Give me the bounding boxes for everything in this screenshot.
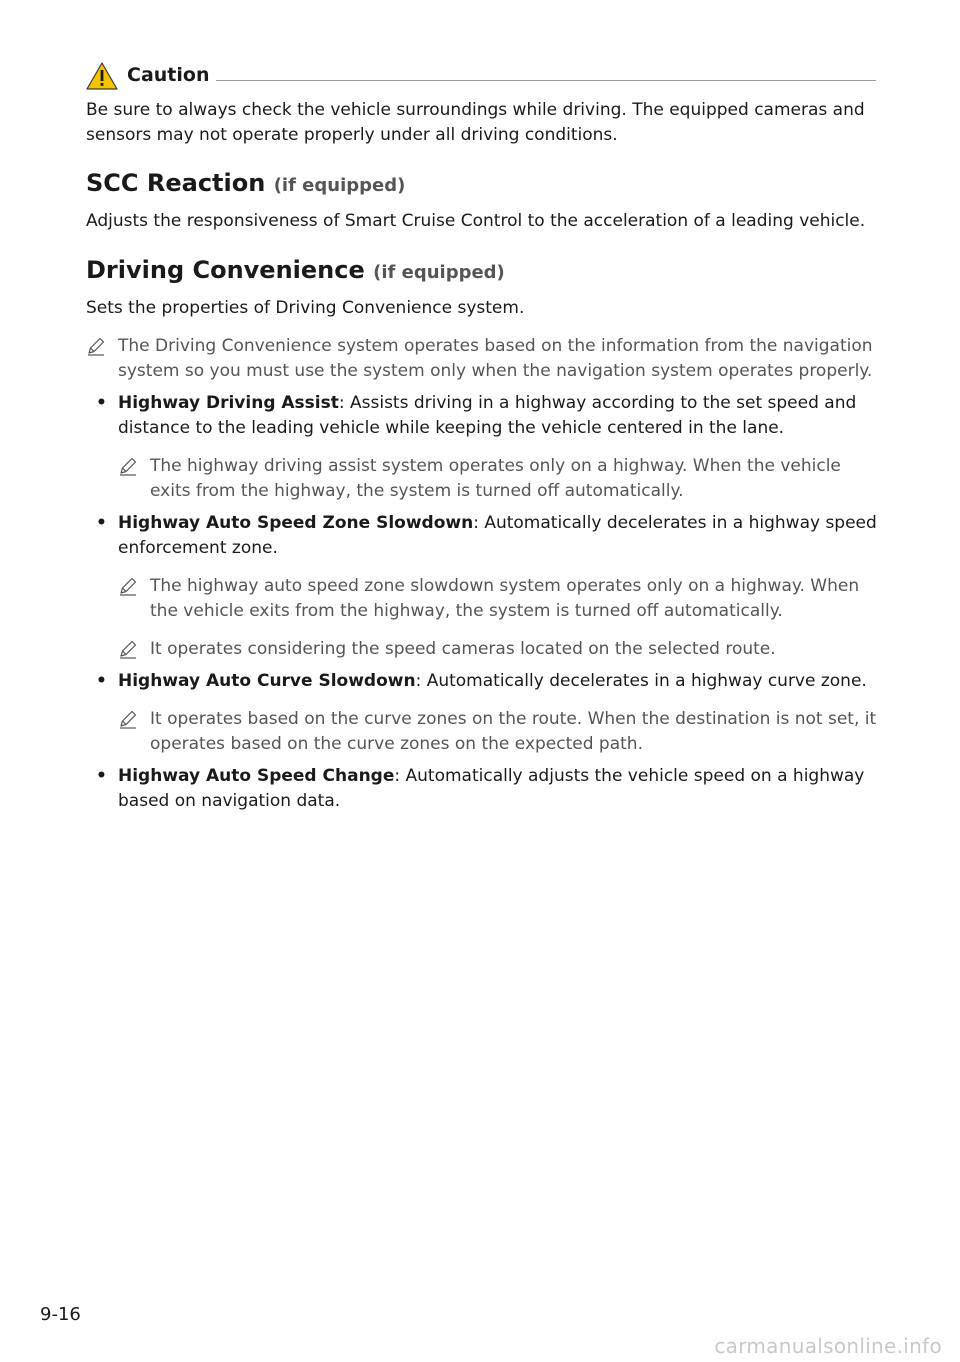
bullet-dot: • [96, 393, 107, 413]
bullet-term: Highway Auto Speed Zone Slowdown [118, 513, 474, 533]
bullet-term: Highway Auto Speed Change [118, 766, 395, 786]
driving-text: Sets the properties of Driving Convenience system. [86, 298, 525, 318]
bullet-term: Highway Auto Curve Slowdown [118, 671, 416, 691]
list-item [96, 391, 878, 441]
pencil-note-icon [118, 576, 138, 596]
bullet-desc: : Assists driving in a highway according to the set speed and distance to the leading vehicle while keeping the vehicle centered in the lane. [118, 393, 857, 438]
scc-heading [86, 168, 405, 201]
driving-optional-label: (if equipped) [373, 262, 505, 283]
caution-title: Caution [127, 64, 210, 86]
bullet-dot: • [96, 513, 107, 533]
pencil-note-icon [118, 639, 138, 659]
caution-header [86, 62, 876, 90]
list-item [96, 511, 878, 561]
watermark: carmanualsonline.info [714, 1334, 942, 1358]
pencil-note-icon [118, 456, 138, 476]
pencil-note-icon [86, 336, 106, 356]
bullet-desc: : Automatically decelerates in a highway speed enforcement zone. [118, 513, 877, 558]
scc-text: Adjusts the responsiveness of Smart Cruise Control to the acceleration of a leading vehicle. [86, 211, 866, 231]
bullet-dot: • [96, 766, 107, 786]
pencil-note-icon [118, 709, 138, 729]
bullet-term: Highway Driving Assist [118, 393, 339, 413]
bullet-note: It operates considering the speed cameras located on the selected route. [150, 637, 878, 662]
warning-icon [86, 62, 118, 90]
driving-note: The Driving Convenience system operates based on the information from the navigation system so you must use the system only when the navigation system operates properly. [118, 334, 878, 384]
caution-divider [216, 80, 876, 81]
list-item [96, 764, 878, 814]
list-item [96, 669, 878, 694]
scc-optional-label: (if equipped) [273, 175, 406, 196]
page-number: 9-16 [40, 1304, 81, 1325]
driving-heading-text: Driving Convenience [86, 256, 365, 284]
driving-heading [86, 255, 505, 288]
caution-text: Be sure to always check the vehicle surroundings while driving. The equipped cameras and sensors may not operate properly under all driving conditions. [86, 100, 865, 145]
bullet-desc: : Automatically decelerates in a highway curve zone. [415, 671, 867, 691]
scc-heading-text: SCC Reaction [86, 169, 266, 197]
bullet-dot: • [96, 671, 107, 691]
bullet-note: The highway auto speed zone slowdown system operates only on a highway. When the vehicle exits from the highway, the system is turned off automatically. [150, 574, 878, 624]
bullet-note: The highway driving assist system operates only on a highway. When the vehicle exits from the highway, the system is turned off automatically. [150, 454, 878, 504]
bullet-note: It operates based on the curve zones on the route. When the destination is not set, it operates based on the curve zones on the expected path. [150, 707, 878, 757]
bullet-desc: : Automatically adjusts the vehicle speed on a highway based on navigation data. [118, 766, 865, 811]
